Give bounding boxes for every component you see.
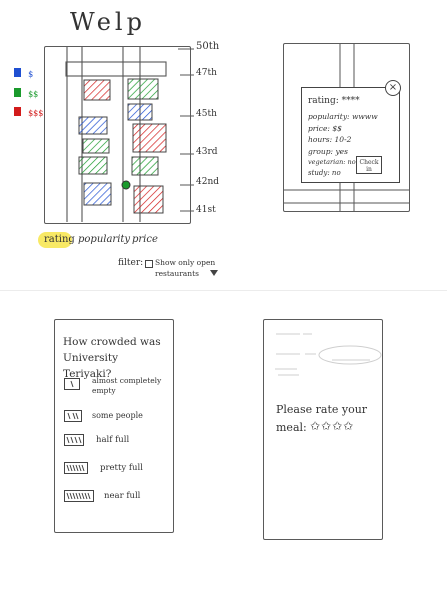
crowd-option-1-label: almost completely empty xyxy=(92,376,162,395)
sort-option-price[interactable]: price xyxy=(132,234,158,245)
sort-option-rating[interactable]: rating xyxy=(44,234,75,245)
app-title: Welp xyxy=(70,8,146,36)
crowd-question: How crowded was University Teriyaki? xyxy=(63,336,161,380)
legend-label-2: $$ xyxy=(28,90,39,99)
street-label-6: 41st xyxy=(196,205,216,215)
detail-group: group: yes xyxy=(308,147,348,156)
legend-label-3: $$$ xyxy=(28,109,44,118)
sort-option-popularity[interactable]: popularity xyxy=(78,234,131,245)
crowd-option-5-label: near full xyxy=(104,491,141,501)
detail-vegetarian: vegetarian: no xyxy=(308,158,356,166)
street-label-5: 42nd xyxy=(196,177,220,187)
crowd-option-3-label: half full xyxy=(96,435,130,445)
filter-option-label: Show only open restaurants xyxy=(155,258,216,278)
street-label-3: 45th xyxy=(196,109,217,119)
detail-price: price: $$ xyxy=(308,124,342,133)
legend-label-1: $ xyxy=(28,70,34,79)
filter-label: filter: xyxy=(118,258,144,268)
crowd-option-2-label: some people xyxy=(92,411,143,420)
street-label-2: 47th xyxy=(196,68,217,78)
checkin-label: Check in xyxy=(359,159,379,173)
detail-rating: rating: **** xyxy=(308,96,360,106)
star-rating[interactable]: ✩✩✩✩ xyxy=(310,419,355,433)
detail-hours: hours: 10-2 xyxy=(308,135,352,144)
street-label-1: 50th xyxy=(196,41,220,52)
rate-question: Please rate your meal: xyxy=(276,403,368,434)
crowd-option-4-label: pretty full xyxy=(100,463,143,473)
detail-popularity: popularity: wwww xyxy=(308,112,378,121)
street-label-4: 43rd xyxy=(196,147,218,157)
close-icon: × xyxy=(388,82,398,93)
detail-study: study: no xyxy=(308,169,341,177)
